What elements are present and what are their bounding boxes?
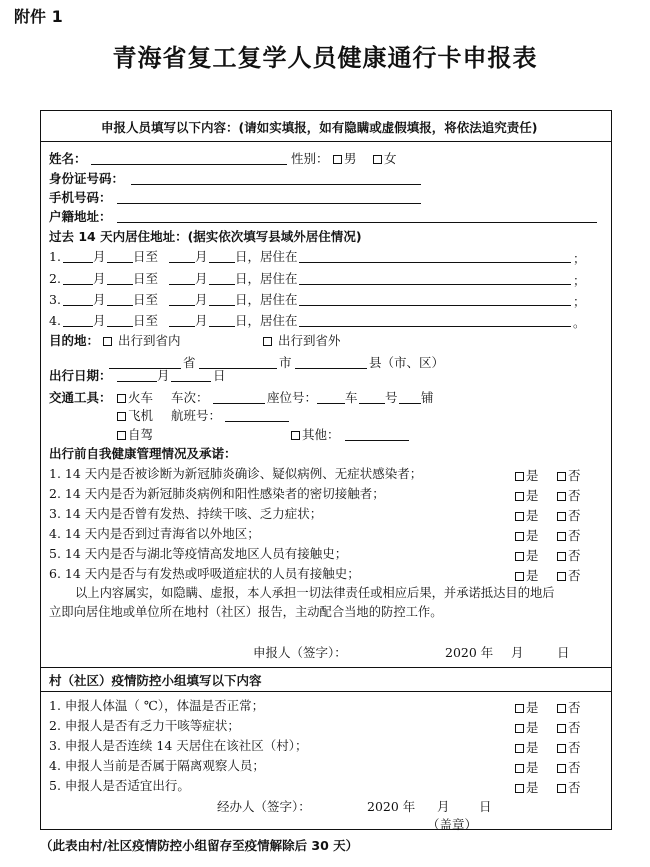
yes-label: 是 [526,548,539,563]
sign-month: 月 [511,645,524,660]
day-field[interactable] [107,326,133,327]
month-field[interactable] [169,326,195,327]
divider [41,141,611,142]
other-option[interactable] [291,427,340,442]
day-live-label: 日，居住在 [235,313,298,328]
county-label: 县（市、区） [369,355,445,370]
month-field[interactable] [63,262,93,263]
month-field[interactable] [169,262,195,263]
question-text: 1. 14 天内是否被诊断为新冠肺炎确诊、疑似病例、无症状感染者； [49,466,423,481]
attachment-label: 附件 1 [14,7,63,26]
yes-checkbox[interactable] [515,532,524,541]
no-option[interactable] [557,508,581,523]
seat-label: 座位号： [267,390,318,405]
train-checkbox[interactable] [117,394,126,403]
no-option[interactable] [557,528,581,543]
yes-checkbox[interactable] [515,572,524,581]
in-province-label: 出行到省内 [117,333,181,348]
row-number: 1. [49,249,61,264]
yes-label: 是 [526,528,539,543]
out-province-option[interactable] [263,333,341,348]
section2-header: 村（社区）疫情防控小组填写以下内容 [49,673,262,688]
footer-note: （此表由村/社区疫情防控小组留存至疫情解除后 30 天） [40,838,359,853]
day-field[interactable] [107,305,133,306]
yes-option[interactable] [515,720,539,735]
no-checkbox[interactable] [557,764,566,773]
month-label: 月 [195,313,208,328]
day-field[interactable] [209,326,235,327]
household-field[interactable] [117,222,597,223]
flight-field[interactable] [225,421,289,422]
question-text: 6. 14 天内是否与有发热或呼吸道症状的人员有接触史； [49,566,360,581]
day-live-label: 日，居住在 [235,249,298,264]
phone-field[interactable] [117,203,421,204]
no-option[interactable] [557,740,581,755]
travel-month-field[interactable] [117,381,157,382]
pledge-line-1: 以上内容属实，如隐瞒、虚报，本人承担一切法律责任或相应后果，并承诺抵达目的地后 [75,586,555,600]
row-number: 4. [49,313,61,328]
no-label: 否 [568,488,581,503]
male-option[interactable] [333,151,357,166]
id-field[interactable] [131,184,421,185]
no-option[interactable] [557,488,581,503]
month-field[interactable] [169,284,195,285]
travel-day-label: 日 [213,368,226,383]
month-field[interactable] [169,305,195,306]
yes-option[interactable] [515,568,539,583]
yes-checkbox[interactable] [515,784,524,793]
no-checkbox[interactable] [557,552,566,561]
no-label: 否 [568,508,581,523]
city-label: 市 [279,355,292,370]
berth-field[interactable] [399,403,421,404]
no-option[interactable] [557,720,581,735]
question-text: 5. 14 天内是否与湖北等疫情高发地区人员有接触史； [49,546,348,561]
row-end: ； [573,294,586,309]
yes-option[interactable] [515,740,539,755]
travel-month-label: 月 [157,368,170,383]
month-label: 月 [93,313,106,328]
car-field[interactable] [317,403,345,404]
no-checkbox[interactable] [557,532,566,541]
question-text: 5. 申报人是否适宜出行。 [49,778,190,793]
no-checkbox[interactable] [557,472,566,481]
no-label: 否 [568,780,581,795]
no-label: 否 [568,720,581,735]
row-number: 3. [49,292,61,307]
month-label: 月 [195,292,208,307]
place-field[interactable] [299,284,571,285]
travel-date-label: 出行日期： [49,368,112,383]
yes-label: 是 [526,740,539,755]
yes-label: 是 [526,568,539,583]
handler-label: 经办人（签字）： [217,799,311,814]
out-province-checkbox[interactable] [263,337,272,346]
handler-month: 月 [437,799,450,814]
yes-label: 是 [526,488,539,503]
handler-year: 2020 年 [367,799,416,814]
household-label: 户籍地址： [49,209,112,224]
row-end: 。 [573,315,586,330]
yes-option[interactable] [515,700,539,715]
page-title: 青海省复工复学人员健康通行卡申报表 [112,43,538,72]
divider [41,667,611,668]
month-label: 月 [195,271,208,286]
residence-heading: 过去 14 天内居住地址：(据实依次填写县域外居住情况) [49,229,362,244]
question-text: 4. 14 天内是否到过青海省以外地区； [49,526,260,541]
yes-option[interactable] [515,468,539,483]
no-checkbox[interactable] [557,704,566,713]
no-label: 否 [568,468,581,483]
handler-day: 日 [479,799,492,814]
self-check-heading: 出行前自我健康管理情况及承诺： [49,446,237,461]
day-field[interactable] [209,262,235,263]
yes-checkbox[interactable] [515,744,524,753]
self-drive-label: 自驾 [128,427,154,442]
yes-option[interactable] [515,780,539,795]
month-field[interactable] [63,284,93,285]
train-no-field[interactable] [213,403,265,404]
yes-option[interactable] [515,508,539,523]
no-label: 否 [568,700,581,715]
yes-checkbox[interactable] [515,764,524,773]
row-end: ； [573,273,586,288]
no-checkbox[interactable] [557,744,566,753]
section1-header: 申报人员填写以下内容：(请如实填报，如有隐瞒或虚假填报，将依法追究责任) [101,120,538,135]
day-field[interactable] [107,284,133,285]
yes-label: 是 [526,720,539,735]
day-field[interactable] [209,305,235,306]
city-field[interactable] [199,368,277,369]
car-label: 车 [345,390,358,405]
no-checkbox[interactable] [557,572,566,581]
signer-label: 申报人（签字）： [253,645,347,660]
train-no-label: 车次： [171,390,209,405]
train-option[interactable] [117,390,153,405]
no-label: 否 [568,568,581,583]
no-label: 否 [568,740,581,755]
female-option[interactable] [373,151,397,166]
question-text: 3. 申报人是否连续 14 天居住在该社区（村）； [49,738,308,753]
destination-label: 目的地： [49,333,100,348]
day-to-label: 日至 [133,292,159,307]
no-option[interactable] [557,700,581,715]
yes-label: 是 [526,760,539,775]
seat-no-field[interactable] [359,403,385,404]
no-checkbox[interactable] [557,512,566,521]
question-text: 2. 14 天内是否为新冠肺炎病例和阳性感染者的密切接触者； [49,486,385,501]
yes-option[interactable] [515,488,539,503]
no-option[interactable] [557,468,581,483]
month-label: 月 [93,249,106,264]
seal-label: （盖章） [427,817,478,832]
sign-year: 2020 年 [445,645,494,660]
yes-checkbox[interactable] [515,724,524,733]
yes-label: 是 [526,468,539,483]
divider [41,691,611,692]
train-label: 火车 [128,390,154,405]
place-field[interactable] [299,262,571,263]
plane-checkbox[interactable] [117,412,126,421]
no-checkbox[interactable] [557,724,566,733]
month-field[interactable] [63,326,93,327]
male-checkbox[interactable] [333,155,342,164]
pledge-line-2: 立即向居住地或单位所在地村（社区）报告，主动配合当地的防控工作。 [49,605,443,619]
plane-option[interactable] [117,408,153,423]
day-live-label: 日，居住在 [235,271,298,286]
day-to-label: 日至 [133,271,159,286]
row-number: 2. [49,271,61,286]
day-to-label: 日至 [133,249,159,264]
county-field[interactable] [295,368,367,369]
transport-label: 交通工具： [49,390,112,405]
name-label: 姓名： [49,151,87,166]
travel-day-field[interactable] [171,381,211,382]
no-option[interactable] [557,780,581,795]
yes-option[interactable] [515,528,539,543]
out-province-label: 出行到省外 [277,333,341,348]
other-field[interactable] [345,440,409,441]
no-label: 否 [568,548,581,563]
sign-day: 日 [557,645,570,660]
name-field[interactable] [91,164,287,165]
day-live-label: 日，居住在 [235,292,298,307]
number-label: 号 [385,390,398,405]
yes-checkbox[interactable] [515,492,524,501]
no-checkbox[interactable] [557,784,566,793]
question-text: 2. 申报人是否有乏力干咳等症状； [49,718,240,733]
male-label: 男 [344,151,357,166]
flight-label: 航班号： [171,408,222,423]
yes-label: 是 [526,780,539,795]
month-field[interactable] [63,305,93,306]
province-field[interactable] [109,368,181,369]
declaration-form [40,110,612,830]
other-checkbox[interactable] [291,431,300,440]
yes-label: 是 [526,700,539,715]
plane-label: 飞机 [128,408,154,423]
row-end: ； [573,251,586,266]
day-field[interactable] [209,284,235,285]
no-checkbox[interactable] [557,492,566,501]
no-option[interactable] [557,568,581,583]
question-text: 4. 申报人当前是否属于隔离观察人员； [49,758,265,773]
gender-label: 性别： [291,151,329,166]
yes-checkbox[interactable] [515,512,524,521]
female-label: 女 [384,151,397,166]
yes-checkbox[interactable] [515,472,524,481]
place-field[interactable] [299,305,571,306]
province-label: 省 [183,355,196,370]
no-option[interactable] [557,548,581,563]
place-field[interactable] [299,326,571,327]
day-field[interactable] [107,262,133,263]
phone-label: 手机号码： [49,190,112,205]
yes-option[interactable] [515,548,539,563]
question-text: 1. 申报人体温（ ℃），体温是否正常； [49,698,265,713]
other-label: 其他： [302,427,340,442]
no-option[interactable] [557,760,581,775]
id-label: 身份证号码： [49,171,125,186]
yes-option[interactable] [515,760,539,775]
yes-checkbox[interactable] [515,704,524,713]
no-label: 否 [568,760,581,775]
day-to-label: 日至 [133,313,159,328]
question-text: 3. 14 天内是否曾有发热、持续干咳、乏力症状； [49,506,323,521]
no-label: 否 [568,528,581,543]
month-label: 月 [93,292,106,307]
month-label: 月 [195,249,208,264]
female-checkbox[interactable] [373,155,382,164]
month-label: 月 [93,271,106,286]
in-province-checkbox[interactable] [103,337,112,346]
self-drive-checkbox[interactable] [117,431,126,440]
self-drive-option[interactable] [117,427,153,442]
yes-checkbox[interactable] [515,552,524,561]
in-province-option[interactable] [103,333,181,348]
yes-label: 是 [526,508,539,523]
berth-label: 铺 [421,390,434,405]
